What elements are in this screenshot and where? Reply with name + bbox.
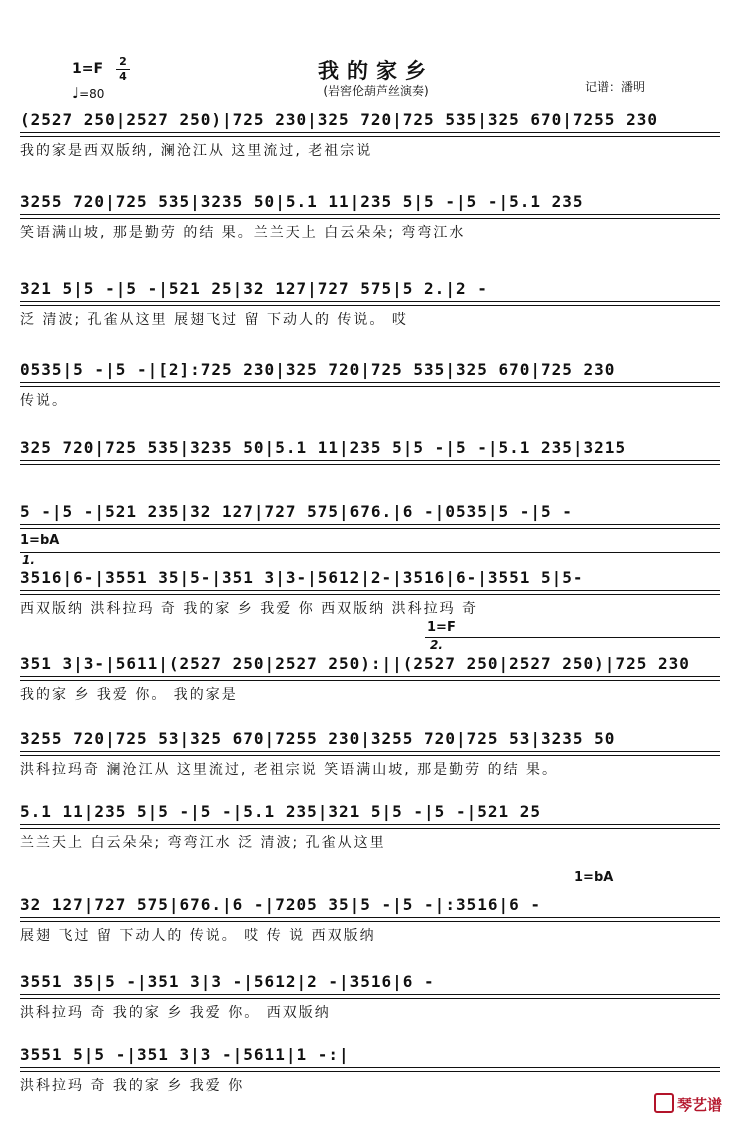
score-title: 我的家乡 bbox=[318, 58, 434, 83]
beam-line bbox=[20, 1071, 720, 1072]
tempo-marking bbox=[72, 84, 104, 102]
notation-line: 3551 5|5 -|351 3|3 -|5611|1 -:| bbox=[20, 1045, 350, 1064]
lyrics-line: 展翅 飞过 留 下动人的 传说。 哎 传 说 西双版纳 bbox=[20, 928, 376, 944]
beam-line bbox=[20, 751, 720, 752]
beam-line bbox=[20, 676, 720, 677]
notation-line: 5 -|5 -|521 235|32 127|727 575|676.|6 -|0535|5 -|5 - bbox=[20, 502, 573, 521]
beam-line bbox=[20, 594, 720, 595]
volta-label-1: 1. bbox=[22, 553, 35, 567]
beam-line bbox=[20, 386, 720, 387]
notation-line: 3551 35|5 -|351 3|3 -|5612|2 -|3516|6 - bbox=[20, 972, 435, 991]
beam-line bbox=[20, 755, 720, 756]
tempo-value: =80 bbox=[79, 87, 105, 101]
beam-line bbox=[20, 214, 720, 215]
notation-line: 3255 720|725 535|3235 50|5.1 11|235 5|5 -|5 -|5.1 235 bbox=[20, 192, 584, 211]
beam-line bbox=[20, 524, 720, 525]
beam-line bbox=[20, 590, 720, 591]
score-subtitle: (岩窖伦葫芦丝演奏) bbox=[323, 84, 429, 98]
volta-bracket-2 bbox=[425, 637, 720, 638]
watermark-text: 琴艺谱 bbox=[677, 1096, 723, 1114]
lyrics-line: 泛 清波; 孔雀从这里 展翅飞过 留 下动人的 传说。 哎 bbox=[20, 312, 408, 328]
notation-line: (2527 250|2527 250)|725 230|325 720|725 535|325 670|7255 230 bbox=[20, 110, 658, 129]
beam-line bbox=[20, 828, 720, 829]
volta-bracket-1 bbox=[20, 552, 720, 553]
beam-line bbox=[20, 994, 720, 995]
time-signature bbox=[116, 56, 130, 83]
beam-line bbox=[20, 1067, 720, 1068]
watermark-logo bbox=[654, 1093, 722, 1115]
quarter-note-icon: ♩ bbox=[72, 84, 80, 102]
logo-icon bbox=[654, 1093, 674, 1113]
beam-line bbox=[20, 998, 720, 999]
time-signature-bottom: 4 bbox=[119, 70, 127, 83]
lyrics-line: 传说。 bbox=[20, 393, 68, 409]
beam-line bbox=[20, 921, 720, 922]
notation-line: 321 5|5 -|5 -|521 25|32 127|727 575|5 2.|2 - bbox=[20, 279, 488, 298]
notation-line: 351 3|3-|5611|(2527 250|2527 250):||(2527 250|2527 250)|725 230 bbox=[20, 654, 690, 673]
notation-line: 0535|5 -|5 -|[2]:725 230|325 720|725 535|325 670|725 230 bbox=[20, 360, 616, 379]
beam-line bbox=[20, 218, 720, 219]
volta-label-2: 2. bbox=[430, 638, 443, 652]
beam-line bbox=[20, 136, 720, 137]
lyrics-line: 兰兰天上 白云朵朵; 弯弯江水 泛 清波; 孔雀从这里 bbox=[20, 835, 386, 851]
beam-line bbox=[20, 464, 720, 465]
key-signature: 1=F bbox=[72, 61, 104, 77]
transcriber-credit: 记谱：潘明 bbox=[585, 80, 646, 94]
beam-line bbox=[20, 382, 720, 383]
key-change-marking: 1=bA bbox=[574, 870, 614, 885]
notation-line: 5.1 11|235 5|5 -|5 -|5.1 235|321 5|5 -|5 -|521 25 bbox=[20, 802, 542, 821]
notation-line: 3255 720|725 53|325 670|7255 230|3255 720|725 53|3235 50 bbox=[20, 729, 616, 748]
notation-line: 3516|6-|3551 35|5-|351 3|3-|5612|2-|3516|6-|3551 5|5- bbox=[20, 568, 584, 587]
beam-line bbox=[20, 132, 720, 133]
lyrics-line: 我的家 乡 我爱 你。 我的家是 bbox=[20, 687, 238, 703]
notation-line: 32 127|727 575|676.|6 -|7205 35|5 -|5 -|:3516|6 - bbox=[20, 895, 542, 914]
lyrics-line: 洪科拉玛奇 澜沧江从 这里流过, 老祖宗说 笑语满山坡, 那是勤劳 的结 果。 bbox=[20, 762, 559, 778]
lyrics-line: 笑语满山坡, 那是勤劳 的结 果。兰兰天上 白云朵朵; 弯弯江水 bbox=[20, 225, 466, 241]
beam-line bbox=[20, 460, 720, 461]
lyrics-line: 洪科拉玛 奇 我的家 乡 我爱 你 bbox=[20, 1078, 245, 1094]
beam-line bbox=[20, 301, 720, 302]
beam-line bbox=[20, 917, 720, 918]
time-signature-top: 2 bbox=[119, 55, 127, 68]
key-change-marking: 1=F bbox=[427, 620, 456, 635]
beam-line bbox=[20, 824, 720, 825]
lyrics-line: 我的家是西双版纳, 澜沧江从 这里流过, 老祖宗说 bbox=[20, 143, 373, 159]
lyrics-line: 洪科拉玛 奇 我的家 乡 我爱 你。 西双版纳 bbox=[20, 1005, 331, 1021]
notation-line: 325 720|725 535|3235 50|5.1 11|235 5|5 -|5 -|5.1 235|3215 bbox=[20, 438, 627, 457]
beam-line bbox=[20, 680, 720, 681]
beam-line bbox=[20, 528, 720, 529]
beam-line bbox=[20, 305, 720, 306]
key-change-marking: 1=bA bbox=[20, 533, 60, 548]
lyrics-line: 西双版纳 洪科拉玛 奇 我的家 乡 我爱 你 西双版纳 洪科拉玛 奇 bbox=[20, 601, 479, 617]
